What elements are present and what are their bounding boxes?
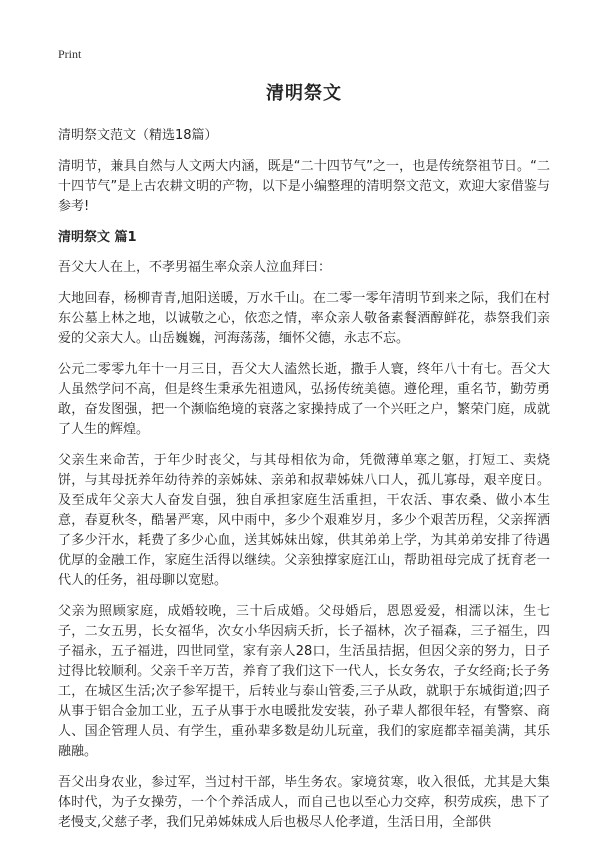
- body-paragraph-5: 父亲为照顾家庭，成婚较晚，三十后成婚。父母婚后，恩恩爱爱，相濡以沫，生七子，二女五男，长女福华，次女小华因病夭折，长子福林，次子福森，三子福生，四子福永，五子福进，四世同堂，家有亲人28口，生活虽拮据，但因父亲的努力，日子过得比较顺利。父亲千辛万苦，养育了我们这下一代人，长女务农，子女经商;长子务工，在城区生活;次子参军提干，后转业与泰山管委,三子从政，就职于东城街道;四子从事于铝合金加工业，五子从事于水电暖批发安装，孙子辈人都很年轻，有警察、商人、国企管理人员、有学生，重孙辈多数是幼儿玩童，我们的家庭都幸福美满，其乐融融。: [58, 604, 550, 759]
- section-heading: 清明祭文 篇1: [58, 230, 137, 245]
- body-paragraph-4: 父亲生来命苦，于年少时丧父，与其母相依为命，凭微薄单寒之躯，打短工、卖烧饼，与其母抚养年幼待养的亲姊妹、亲弟和叔辈姊妹八口人，孤儿寡母，艰辛度日。及至成年父亲大人奋发自强，独自承担家庭生活重担，干农活、事农桑、做小本生意，春夏秋冬，酷暑严寒，风中雨中，多少个艰难岁月，多少个艰苦历程，父亲挥洒了多少汗水，耗费了多少心血，送其姊妹出嫁，供其弟弟上学，为其弟弟安排了待遇优厚的金融工作，家庭生活得以继续。父亲独撑家庭江山，帮助祖母完成了抚育老一代人的任务，祖母聊以宽慰。: [58, 453, 550, 588]
- body-paragraph-6: 吾父出身农业，参过军，当过村干部，毕生务农。家境贫寒，收入很低，尤其是大集体时代，为子女操劳，一个个养活成人，而自己也以至心力交瘁，积劳成疾，患下了老慢支,父慈子孝，我们兄弟姊妹成人后也极尽人伦孝道，生活日用，全部供: [58, 775, 550, 830]
- document-subtitle: 清明祭文范文（精选18篇）: [58, 128, 218, 143]
- page-title: 清明祭文: [266, 83, 342, 104]
- body-paragraph-1: 吾父大人在上，不孝男福生率众亲人泣血拜曰：: [58, 260, 332, 275]
- document-body: [58, 82, 550, 844]
- body-paragraph-3: 公元二零零九年十一月三日，吾父大人溘然长逝，撒手人寰，终年八十有七。吾父大人虽然学问不高，但是终生秉承先祖遗风，弘扬传统美德。遵伦理，重名节，勤劳勇敢，奋发图强，把一个濒临绝境的衰落之家操持成了一个兴旺之户，繁荣门庭，成就了人生的辉煌。: [58, 362, 550, 437]
- print-link[interactable]: Print: [58, 47, 82, 61]
- intro-paragraph: 清明节，兼具自然与人文两大内涵，既是“二十四节气”之一，也是传统祭祖节日。“二十四节气”是上古农耕文明的产物，以下是小编整理的清明祭文范文，欢迎大家借鉴与参考!: [58, 159, 550, 214]
- body-paragraph-2: 大地回春，杨柳青青,旭阳送暖，万水千山。在二零一零年清明节到来之际，我们在村东公墓上林之地，以诚敬之心，依恋之情，率众亲人敬备素餐酒醇鲜花，恭祭我们亲爱的父亲大人。山岳巍巍，河海荡荡，缅怀父德，永志不忘。: [58, 291, 550, 346]
